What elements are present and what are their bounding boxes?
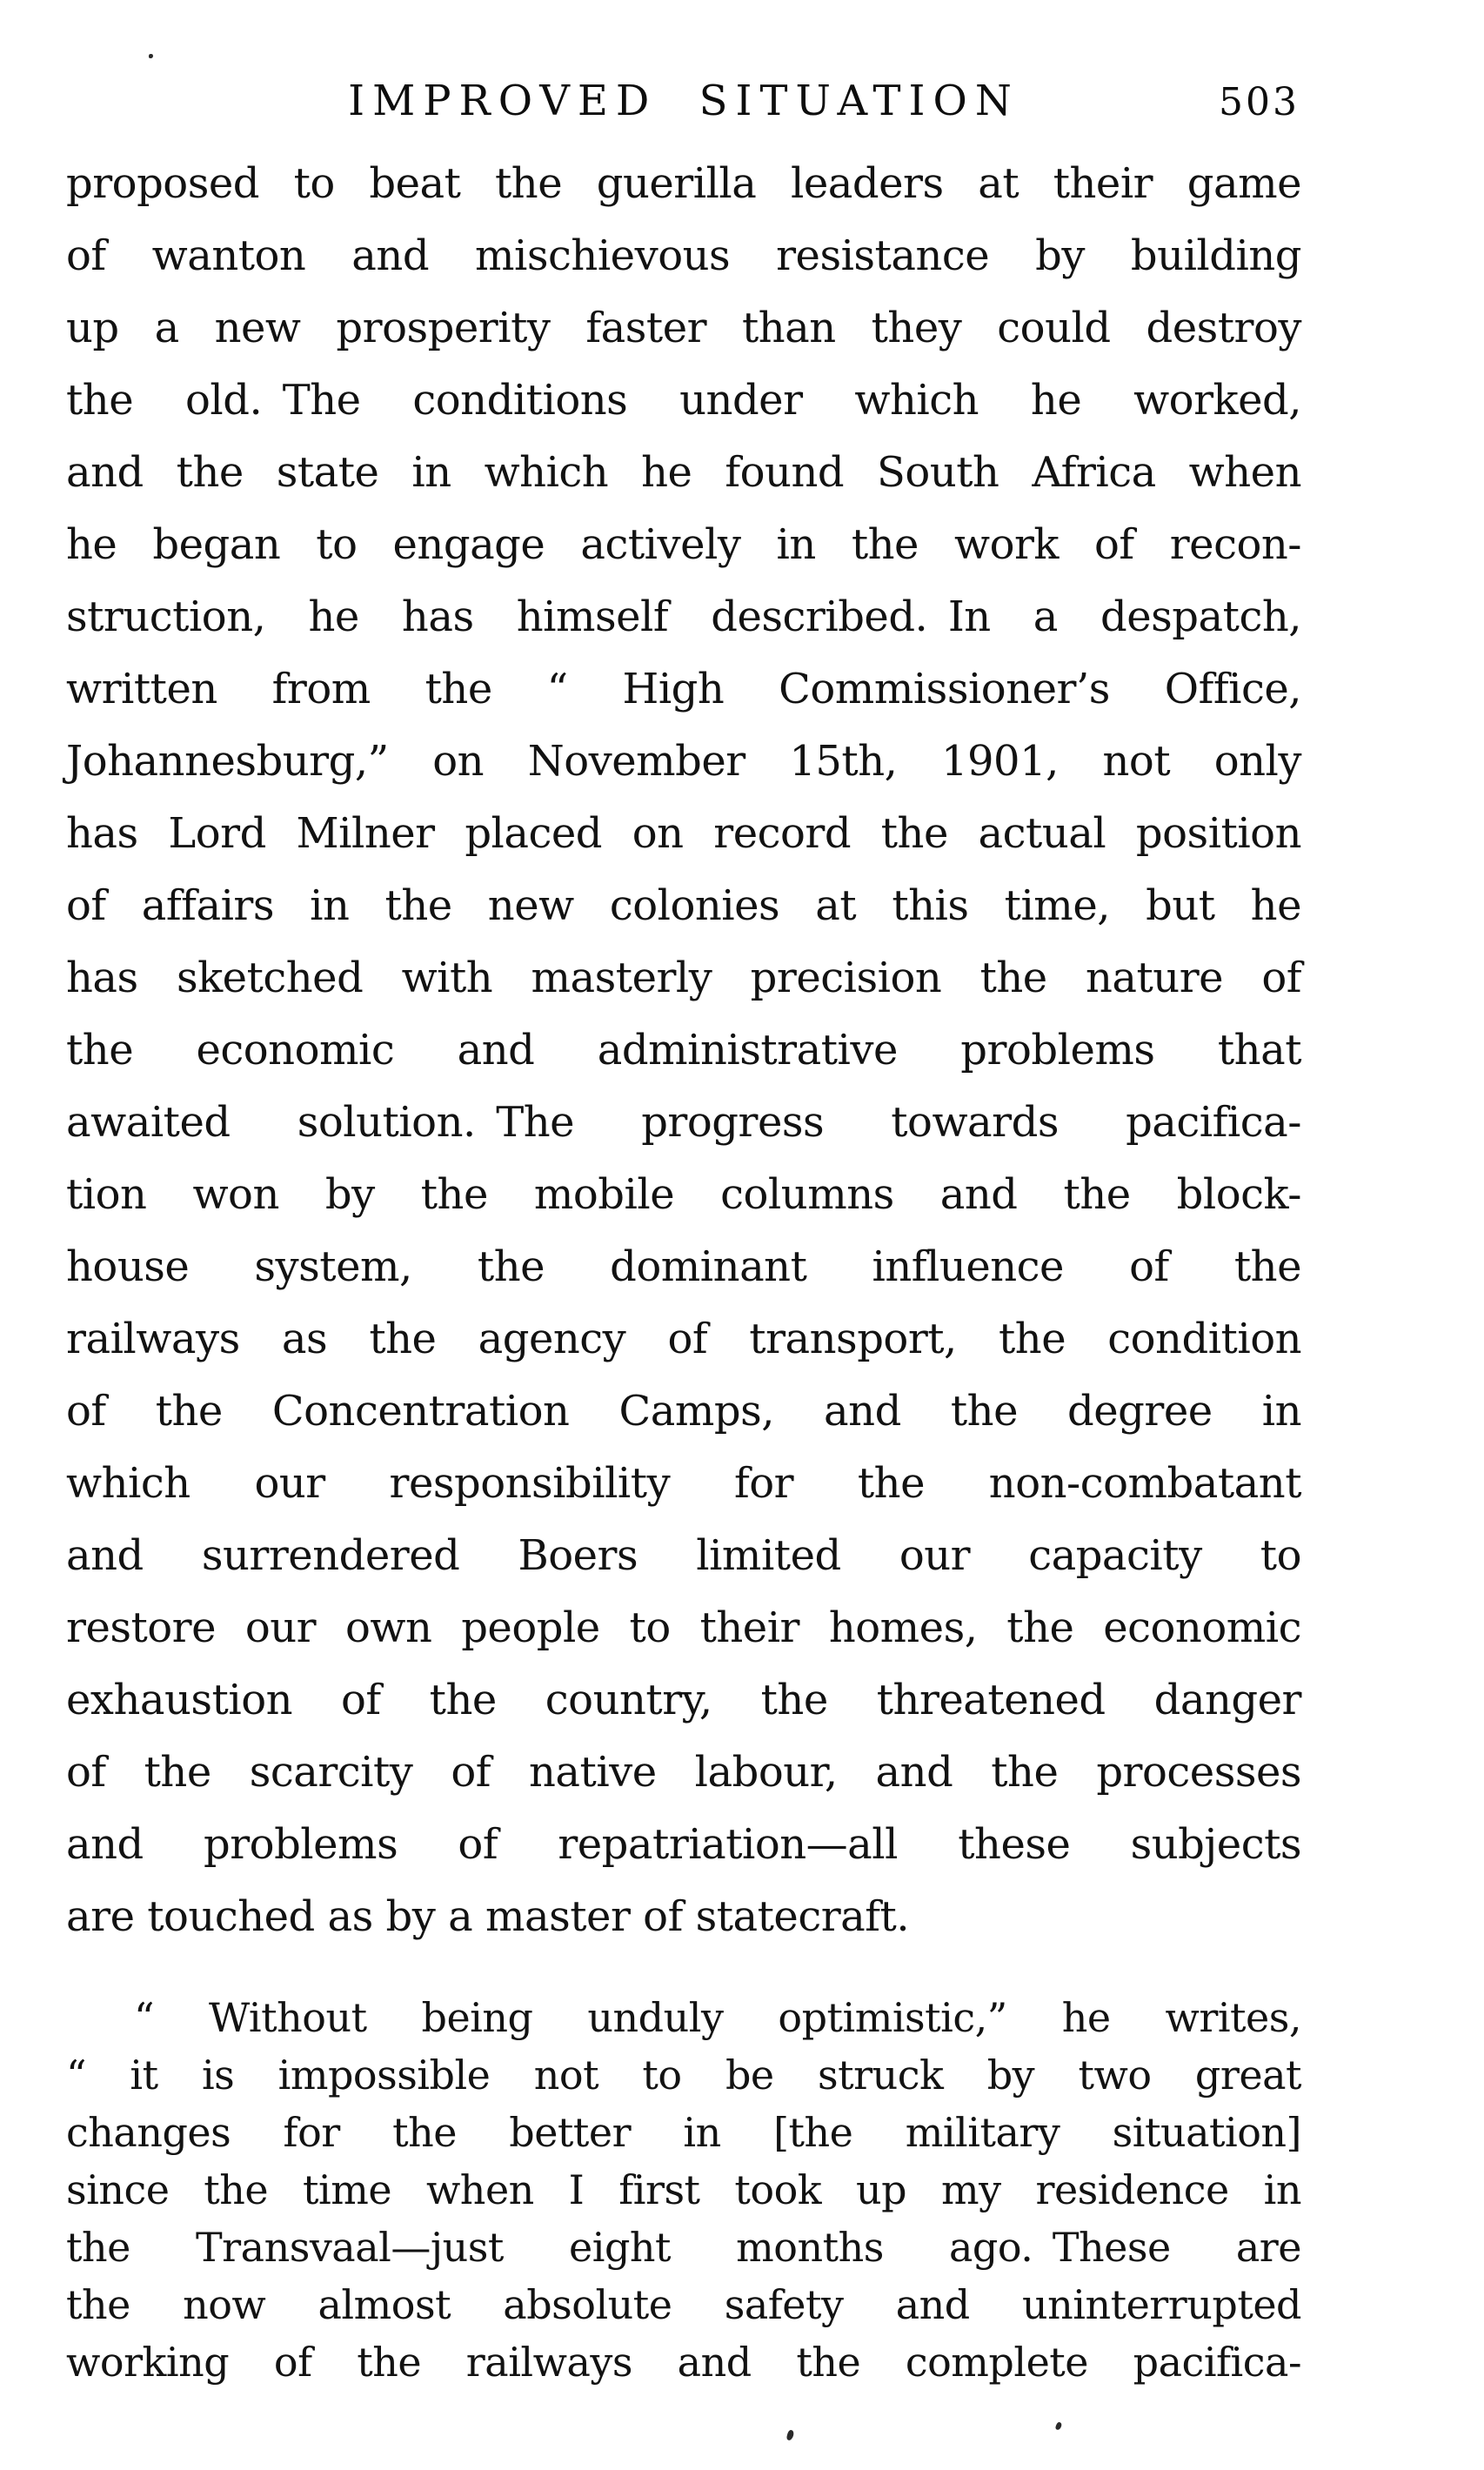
text-line: railways as the agency of transport, the condition [66,1315,1301,1363]
text-line: the Transvaal—just eight months ago. These are [66,2224,1301,2271]
text-line: since the time when I first took up my residence in [66,2166,1301,2213]
text-line: “ it is impossible not to be struck by two great [66,2052,1301,2098]
text-line: written from the “ High Commissioner’s Office, [66,665,1301,713]
text-line: proposed to beat the guerilla leaders at their game [66,159,1301,208]
scan-speck [149,54,153,58]
text-line: tion won by the mobile columns and the block- [66,1170,1301,1219]
text-line: the now almost absolute safety and uninterrupted [66,2281,1301,2328]
text-line: restore our own people to their homes, the economic [66,1603,1301,1652]
text-line: awaited solution. The progress towards pacifica- [66,1098,1301,1147]
text-line: the economic and administrative problems that [66,1026,1301,1074]
text-line: of wanton and mischievous resistance by building [66,231,1301,280]
scan-speck [1055,2421,1063,2431]
text-line: has sketched with masterly precision the nature of [66,954,1301,1002]
text-line: “ Without being unduly optimistic,” he writes, [134,1994,1301,2041]
text-line: which our responsibility for the non-combatant [66,1459,1301,1508]
page-header [66,77,1301,129]
text-line: of affairs in the new colonies at this time, but he [66,881,1301,930]
text-line: changes for the better in [the military situation] [66,2109,1301,2156]
text-line: are touched as by a master of statecraft. [66,1892,910,1941]
paragraph-main [66,148,1301,1953]
page-number: 503 [1219,80,1300,124]
text-line: house system, the dominant influence of the [66,1242,1301,1291]
text-line: exhaustion of the country, the threatened danger [66,1676,1301,1724]
text-line: he began to engage actively in the work of recon- [66,520,1301,569]
paragraph-quote [66,1989,1301,2391]
text-line: struction, he has himself described. In a despatch, [66,592,1301,641]
text-line: has Lord Milner placed on record the actual position [66,809,1301,858]
text-line: of the scarcity of native labour, and the processes [66,1748,1301,1797]
text-line: Johannesburg,” on November 15th, 1901, not only [66,737,1301,786]
text-line: and surrendered Boers limited our capacity to [66,1531,1301,1580]
text-line: and problems of repatriation—all these subjects [66,1820,1301,1869]
text-line: of the Concentration Camps, and the degree in [66,1387,1301,1436]
text-line: up a new prosperity faster than they could destroy [66,304,1301,352]
text-line: and the state in which he found South Africa when [66,448,1301,497]
text-line: working of the railways and the complete pacifica- [66,2339,1301,2386]
text-line: the old. The conditions under which he worked, [66,376,1301,425]
scan-speck [786,2429,795,2440]
running-title: IMPROVED SITUATION [348,77,1019,125]
